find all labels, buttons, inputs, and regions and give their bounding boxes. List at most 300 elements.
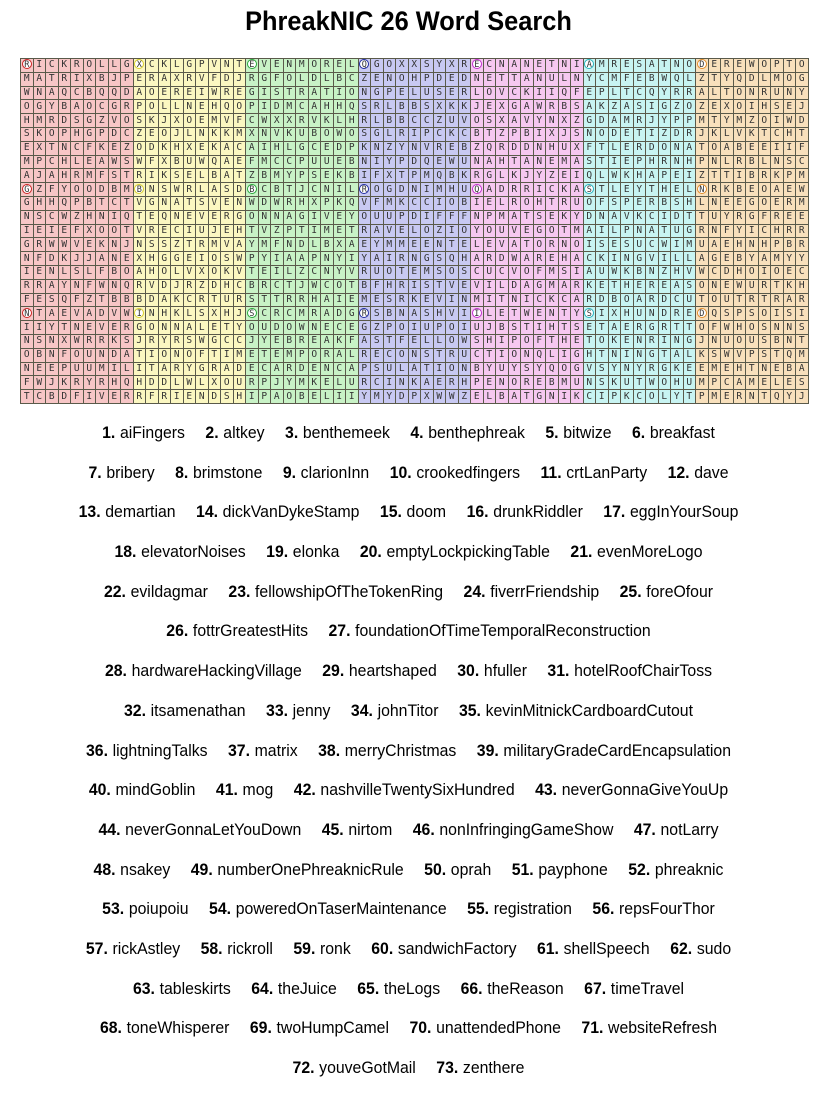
grid-cell[interactable]: N bbox=[621, 362, 634, 376]
grid-cell[interactable]: X bbox=[433, 100, 446, 114]
grid-cell[interactable] bbox=[246, 307, 259, 321]
grid-cell[interactable]: E bbox=[196, 114, 209, 128]
grid-cell[interactable]: D bbox=[146, 376, 159, 390]
grid-cell[interactable]: F bbox=[71, 224, 84, 238]
grid-cell[interactable]: S bbox=[783, 307, 796, 321]
grid-cell[interactable]: H bbox=[671, 376, 684, 390]
grid-cell[interactable]: A bbox=[508, 114, 521, 128]
grid-cell[interactable]: B bbox=[646, 72, 659, 86]
grid-cell[interactable]: U bbox=[233, 376, 246, 390]
grid-cell[interactable]: T bbox=[696, 210, 709, 224]
grid-cell[interactable]: D bbox=[508, 141, 521, 155]
grid-cell[interactable]: N bbox=[708, 155, 721, 169]
grid-cell[interactable]: S bbox=[671, 196, 684, 210]
grid-cell[interactable]: M bbox=[271, 169, 284, 183]
grid-cell[interactable]: F bbox=[146, 390, 159, 404]
grid-cell[interactable]: U bbox=[633, 307, 646, 321]
grid-cell[interactable]: H bbox=[783, 127, 796, 141]
grid-cell[interactable]: S bbox=[583, 155, 596, 169]
grid-cell[interactable]: R bbox=[308, 307, 321, 321]
grid-cell[interactable]: W bbox=[308, 279, 321, 293]
grid-cell[interactable]: O bbox=[521, 265, 534, 279]
grid-cell[interactable]: W bbox=[721, 321, 734, 335]
grid-cell[interactable]: P bbox=[608, 390, 621, 404]
grid-cell[interactable]: M bbox=[558, 155, 571, 169]
grid-cell[interactable]: U bbox=[471, 321, 484, 335]
grid-cell[interactable]: Z bbox=[171, 238, 184, 252]
grid-cell[interactable]: A bbox=[121, 348, 134, 362]
grid-cell[interactable]: P bbox=[683, 114, 696, 128]
grid-cell[interactable]: T bbox=[183, 196, 196, 210]
grid-cell[interactable]: B bbox=[408, 100, 421, 114]
grid-cell[interactable]: K bbox=[333, 169, 346, 183]
grid-cell[interactable]: H bbox=[21, 114, 34, 128]
grid-cell[interactable]: F bbox=[71, 390, 84, 404]
grid-cell[interactable]: N bbox=[396, 376, 409, 390]
grid-cell[interactable]: A bbox=[21, 169, 34, 183]
grid-cell[interactable]: K bbox=[58, 376, 71, 390]
grid-cell[interactable]: L bbox=[496, 279, 509, 293]
grid-cell[interactable]: L bbox=[83, 265, 96, 279]
grid-cell[interactable]: R bbox=[646, 334, 659, 348]
grid-cell[interactable]: H bbox=[333, 100, 346, 114]
grid-cell[interactable]: J bbox=[233, 72, 246, 86]
grid-cell[interactable]: E bbox=[21, 141, 34, 155]
grid-cell[interactable]: A bbox=[96, 155, 109, 169]
grid-cell[interactable]: O bbox=[758, 307, 771, 321]
grid-cell[interactable]: O bbox=[758, 196, 771, 210]
grid-cell[interactable]: H bbox=[221, 279, 234, 293]
grid-cell[interactable]: J bbox=[696, 127, 709, 141]
grid-cell[interactable]: T bbox=[596, 155, 609, 169]
grid-cell[interactable]: M bbox=[546, 279, 559, 293]
grid-cell[interactable]: Y bbox=[721, 114, 734, 128]
grid-cell[interactable]: L bbox=[608, 224, 621, 238]
grid-cell[interactable]: P bbox=[596, 86, 609, 100]
grid-cell[interactable]: I bbox=[33, 321, 46, 335]
grid-cell[interactable]: O bbox=[358, 210, 371, 224]
grid-cell[interactable]: R bbox=[358, 348, 371, 362]
grid-cell[interactable]: C bbox=[71, 86, 84, 100]
grid-cell[interactable]: R bbox=[758, 86, 771, 100]
grid-cell[interactable]: N bbox=[533, 141, 546, 155]
grid-cell[interactable]: H bbox=[671, 265, 684, 279]
grid-cell[interactable]: G bbox=[296, 141, 309, 155]
grid-cell[interactable]: A bbox=[508, 238, 521, 252]
grid-cell[interactable]: A bbox=[46, 307, 59, 321]
grid-cell[interactable]: R bbox=[358, 376, 371, 390]
grid-cell[interactable]: C bbox=[183, 293, 196, 307]
grid-cell[interactable]: I bbox=[271, 265, 284, 279]
grid-cell[interactable]: B bbox=[296, 390, 309, 404]
grid-cell[interactable]: I bbox=[483, 293, 496, 307]
grid-cell[interactable]: E bbox=[621, 155, 634, 169]
grid-cell[interactable]: N bbox=[496, 376, 509, 390]
grid-cell[interactable]: I bbox=[471, 196, 484, 210]
grid-cell[interactable]: M bbox=[83, 169, 96, 183]
grid-cell[interactable]: J bbox=[271, 376, 284, 390]
grid-cell[interactable]: Q bbox=[96, 86, 109, 100]
grid-cell[interactable]: J bbox=[696, 334, 709, 348]
grid-cell[interactable]: V bbox=[221, 238, 234, 252]
grid-cell[interactable]: U bbox=[83, 362, 96, 376]
grid-cell[interactable]: R bbox=[146, 224, 159, 238]
grid-cell[interactable]: L bbox=[608, 183, 621, 197]
grid-cell[interactable]: E bbox=[471, 390, 484, 404]
grid-cell[interactable]: L bbox=[683, 72, 696, 86]
grid-cell[interactable]: H bbox=[458, 252, 471, 266]
grid-cell[interactable]: C bbox=[121, 127, 134, 141]
grid-cell[interactable]: E bbox=[683, 362, 696, 376]
grid-cell[interactable]: S bbox=[433, 86, 446, 100]
grid-cell[interactable]: A bbox=[221, 141, 234, 155]
grid-cell[interactable]: Q bbox=[671, 72, 684, 86]
grid-cell[interactable]: S bbox=[146, 238, 159, 252]
grid-cell[interactable]: O bbox=[383, 59, 396, 73]
grid-cell[interactable]: C bbox=[333, 321, 346, 335]
grid-cell[interactable]: U bbox=[683, 293, 696, 307]
grid-cell[interactable]: E bbox=[483, 196, 496, 210]
grid-cell[interactable]: W bbox=[183, 376, 196, 390]
grid-cell[interactable]: G bbox=[746, 196, 759, 210]
grid-cell[interactable]: N bbox=[396, 307, 409, 321]
grid-cell[interactable]: N bbox=[633, 224, 646, 238]
grid-cell[interactable]: T bbox=[683, 321, 696, 335]
grid-cell[interactable]: D bbox=[508, 279, 521, 293]
grid-cell[interactable]: N bbox=[408, 348, 421, 362]
grid-cell[interactable] bbox=[21, 183, 34, 197]
grid-cell[interactable]: V bbox=[196, 210, 209, 224]
grid-cell[interactable]: O bbox=[158, 127, 171, 141]
grid-cell[interactable]: Z bbox=[33, 183, 46, 197]
grid-cell[interactable]: H bbox=[733, 265, 746, 279]
grid-cell[interactable]: H bbox=[446, 183, 459, 197]
grid-cell[interactable]: C bbox=[646, 210, 659, 224]
grid-cell[interactable]: I bbox=[271, 252, 284, 266]
grid-cell[interactable]: K bbox=[333, 196, 346, 210]
grid-cell[interactable]: R bbox=[733, 390, 746, 404]
grid-cell[interactable]: Y bbox=[658, 114, 671, 128]
grid-cell[interactable]: I bbox=[658, 252, 671, 266]
grid-cell[interactable]: V bbox=[258, 59, 271, 73]
grid-cell[interactable]: K bbox=[571, 390, 584, 404]
grid-cell[interactable]: R bbox=[583, 293, 596, 307]
grid-cell[interactable]: F bbox=[371, 169, 384, 183]
grid-cell[interactable]: W bbox=[258, 114, 271, 128]
grid-cell[interactable]: I bbox=[308, 224, 321, 238]
grid-cell[interactable]: A bbox=[733, 376, 746, 390]
grid-cell[interactable]: H bbox=[58, 155, 71, 169]
grid-cell[interactable]: T bbox=[546, 59, 559, 73]
grid-cell[interactable]: G bbox=[208, 334, 221, 348]
grid-cell[interactable]: Y bbox=[58, 279, 71, 293]
grid-cell[interactable]: Y bbox=[733, 224, 746, 238]
grid-cell[interactable]: G bbox=[796, 72, 809, 86]
grid-cell[interactable]: R bbox=[471, 169, 484, 183]
grid-cell[interactable]: M bbox=[383, 238, 396, 252]
grid-cell[interactable]: E bbox=[721, 252, 734, 266]
grid-cell[interactable]: I bbox=[408, 321, 421, 335]
grid-cell[interactable]: P bbox=[508, 334, 521, 348]
grid-cell[interactable]: L bbox=[596, 169, 609, 183]
grid-cell[interactable]: W bbox=[58, 210, 71, 224]
grid-cell[interactable]: O bbox=[696, 321, 709, 335]
grid-cell[interactable]: E bbox=[746, 141, 759, 155]
grid-cell[interactable]: N bbox=[171, 321, 184, 335]
grid-cell[interactable]: A bbox=[283, 252, 296, 266]
grid-cell[interactable]: I bbox=[433, 362, 446, 376]
grid-cell[interactable]: E bbox=[771, 362, 784, 376]
grid-cell[interactable]: W bbox=[196, 155, 209, 169]
grid-cell[interactable]: I bbox=[433, 196, 446, 210]
grid-cell[interactable]: M bbox=[21, 72, 34, 86]
grid-cell[interactable]: T bbox=[596, 141, 609, 155]
grid-cell[interactable]: C bbox=[508, 86, 521, 100]
grid-cell[interactable]: I bbox=[621, 348, 634, 362]
grid-cell[interactable]: K bbox=[621, 169, 634, 183]
grid-cell[interactable]: R bbox=[183, 183, 196, 197]
grid-cell[interactable]: I bbox=[221, 348, 234, 362]
grid-cell[interactable]: B bbox=[83, 86, 96, 100]
grid-cell[interactable]: N bbox=[458, 293, 471, 307]
grid-cell[interactable]: B bbox=[33, 348, 46, 362]
grid-cell[interactable]: N bbox=[171, 210, 184, 224]
grid-cell[interactable]: H bbox=[308, 293, 321, 307]
grid-cell[interactable]: P bbox=[33, 155, 46, 169]
grid-cell[interactable]: G bbox=[633, 252, 646, 266]
grid-cell[interactable]: X bbox=[183, 141, 196, 155]
grid-cell[interactable]: F bbox=[371, 196, 384, 210]
grid-cell[interactable]: J bbox=[208, 224, 221, 238]
grid-cell[interactable]: J bbox=[171, 127, 184, 141]
grid-cell[interactable]: A bbox=[671, 348, 684, 362]
grid-cell[interactable]: F bbox=[246, 155, 259, 169]
grid-cell[interactable]: Y bbox=[571, 307, 584, 321]
grid-cell[interactable]: S bbox=[71, 265, 84, 279]
grid-cell[interactable]: N bbox=[21, 252, 34, 266]
grid-cell[interactable]: A bbox=[583, 265, 596, 279]
grid-cell[interactable]: O bbox=[183, 114, 196, 128]
grid-cell[interactable]: V bbox=[421, 141, 434, 155]
grid-cell[interactable]: O bbox=[83, 183, 96, 197]
grid-cell[interactable]: T bbox=[721, 86, 734, 100]
grid-cell[interactable]: C bbox=[533, 293, 546, 307]
grid-cell[interactable]: U bbox=[183, 155, 196, 169]
grid-cell[interactable]: N bbox=[21, 210, 34, 224]
grid-cell[interactable]: S bbox=[158, 183, 171, 197]
grid-cell[interactable]: T bbox=[708, 72, 721, 86]
grid-cell[interactable]: O bbox=[758, 183, 771, 197]
grid-cell[interactable]: A bbox=[708, 238, 721, 252]
grid-cell[interactable]: N bbox=[496, 59, 509, 73]
grid-cell[interactable]: I bbox=[683, 169, 696, 183]
grid-cell[interactable]: S bbox=[371, 334, 384, 348]
grid-cell[interactable]: S bbox=[383, 293, 396, 307]
grid-cell[interactable]: H bbox=[33, 196, 46, 210]
grid-cell[interactable]: C bbox=[433, 127, 446, 141]
grid-cell[interactable]: F bbox=[33, 252, 46, 266]
grid-cell[interactable]: B bbox=[208, 169, 221, 183]
grid-cell[interactable]: T bbox=[496, 293, 509, 307]
grid-cell[interactable]: R bbox=[233, 293, 246, 307]
grid-cell[interactable]: E bbox=[596, 279, 609, 293]
grid-cell[interactable]: I bbox=[21, 321, 34, 335]
grid-cell[interactable]: U bbox=[571, 376, 584, 390]
grid-cell[interactable]: R bbox=[121, 390, 134, 404]
grid-cell[interactable]: O bbox=[508, 348, 521, 362]
grid-cell[interactable]: L bbox=[708, 86, 721, 100]
grid-cell[interactable]: N bbox=[108, 238, 121, 252]
grid-cell[interactable]: A bbox=[758, 252, 771, 266]
grid-cell[interactable]: A bbox=[696, 86, 709, 100]
grid-cell[interactable]: I bbox=[771, 307, 784, 321]
grid-cell[interactable]: A bbox=[583, 100, 596, 114]
grid-cell[interactable]: L bbox=[696, 196, 709, 210]
grid-cell[interactable]: T bbox=[596, 348, 609, 362]
grid-cell[interactable] bbox=[583, 59, 596, 73]
grid-cell[interactable]: I bbox=[558, 390, 571, 404]
grid-cell[interactable]: P bbox=[321, 196, 334, 210]
grid-cell[interactable]: N bbox=[571, 72, 584, 86]
grid-cell[interactable]: O bbox=[233, 100, 246, 114]
grid-cell[interactable]: Y bbox=[471, 224, 484, 238]
grid-cell[interactable]: D bbox=[596, 114, 609, 128]
grid-cell[interactable] bbox=[471, 59, 484, 73]
grid-cell[interactable]: H bbox=[633, 169, 646, 183]
grid-cell[interactable]: D bbox=[146, 141, 159, 155]
grid-cell[interactable]: N bbox=[383, 72, 396, 86]
grid-cell[interactable] bbox=[358, 59, 371, 73]
grid-cell[interactable]: G bbox=[83, 127, 96, 141]
grid-cell[interactable]: Q bbox=[58, 86, 71, 100]
grid-cell[interactable]: O bbox=[446, 334, 459, 348]
grid-cell[interactable]: M bbox=[96, 362, 109, 376]
grid-cell[interactable]: E bbox=[783, 183, 796, 197]
grid-cell[interactable]: E bbox=[33, 224, 46, 238]
grid-cell[interactable]: R bbox=[33, 238, 46, 252]
grid-cell[interactable]: V bbox=[96, 321, 109, 335]
grid-cell[interactable]: A bbox=[346, 362, 359, 376]
grid-cell[interactable]: B bbox=[121, 293, 134, 307]
grid-cell[interactable]: O bbox=[383, 265, 396, 279]
grid-cell[interactable]: R bbox=[396, 127, 409, 141]
grid-cell[interactable]: O bbox=[146, 321, 159, 335]
grid-cell[interactable]: B bbox=[333, 72, 346, 86]
grid-cell[interactable]: H bbox=[558, 334, 571, 348]
grid-cell[interactable]: Z bbox=[96, 114, 109, 128]
grid-cell[interactable]: E bbox=[546, 210, 559, 224]
grid-cell[interactable]: C bbox=[458, 127, 471, 141]
grid-cell[interactable]: N bbox=[58, 141, 71, 155]
grid-cell[interactable]: E bbox=[346, 321, 359, 335]
grid-cell[interactable]: V bbox=[583, 362, 596, 376]
grid-cell[interactable]: V bbox=[108, 307, 121, 321]
grid-cell[interactable]: Q bbox=[558, 86, 571, 100]
grid-cell[interactable]: U bbox=[458, 348, 471, 362]
grid-cell[interactable]: J bbox=[46, 376, 59, 390]
grid-cell[interactable]: T bbox=[58, 321, 71, 335]
grid-cell[interactable]: D bbox=[333, 307, 346, 321]
grid-cell[interactable]: S bbox=[621, 238, 634, 252]
grid-cell[interactable]: G bbox=[571, 362, 584, 376]
grid-cell[interactable]: A bbox=[646, 224, 659, 238]
grid-cell[interactable]: T bbox=[396, 265, 409, 279]
grid-cell[interactable] bbox=[696, 307, 709, 321]
grid-cell[interactable]: I bbox=[46, 224, 59, 238]
grid-cell[interactable]: D bbox=[608, 127, 621, 141]
grid-cell[interactable]: I bbox=[421, 210, 434, 224]
grid-cell[interactable]: T bbox=[433, 348, 446, 362]
grid-cell[interactable]: F bbox=[346, 334, 359, 348]
grid-cell[interactable]: S bbox=[596, 376, 609, 390]
grid-cell[interactable]: R bbox=[133, 390, 146, 404]
grid-cell[interactable]: U bbox=[771, 86, 784, 100]
grid-cell[interactable]: R bbox=[71, 59, 84, 73]
grid-cell[interactable]: B bbox=[771, 334, 784, 348]
grid-cell[interactable]: T bbox=[596, 183, 609, 197]
grid-cell[interactable]: O bbox=[158, 348, 171, 362]
grid-cell[interactable]: O bbox=[133, 141, 146, 155]
grid-cell[interactable]: W bbox=[446, 155, 459, 169]
grid-cell[interactable]: B bbox=[383, 307, 396, 321]
grid-cell[interactable]: R bbox=[733, 155, 746, 169]
grid-cell[interactable]: F bbox=[271, 72, 284, 86]
grid-cell[interactable]: N bbox=[171, 348, 184, 362]
grid-cell[interactable]: L bbox=[608, 141, 621, 155]
grid-cell[interactable]: B bbox=[783, 362, 796, 376]
grid-cell[interactable]: S bbox=[421, 307, 434, 321]
grid-cell[interactable]: O bbox=[683, 100, 696, 114]
grid-cell[interactable]: H bbox=[346, 114, 359, 128]
grid-cell[interactable]: A bbox=[96, 252, 109, 266]
grid-cell[interactable]: E bbox=[208, 321, 221, 335]
grid-cell[interactable] bbox=[21, 307, 34, 321]
grid-cell[interactable]: G bbox=[646, 348, 659, 362]
grid-cell[interactable]: V bbox=[221, 114, 234, 128]
grid-cell[interactable]: H bbox=[408, 72, 421, 86]
grid-cell[interactable]: Y bbox=[633, 183, 646, 197]
grid-cell[interactable]: S bbox=[758, 348, 771, 362]
grid-cell[interactable]: S bbox=[771, 100, 784, 114]
grid-cell[interactable]: Q bbox=[108, 86, 121, 100]
grid-cell[interactable]: Y bbox=[258, 334, 271, 348]
grid-cell[interactable]: E bbox=[796, 210, 809, 224]
grid-cell[interactable]: P bbox=[746, 348, 759, 362]
grid-cell[interactable]: E bbox=[758, 141, 771, 155]
grid-cell[interactable]: A bbox=[783, 293, 796, 307]
grid-cell[interactable]: H bbox=[483, 334, 496, 348]
grid-cell[interactable]: R bbox=[646, 279, 659, 293]
grid-cell[interactable]: O bbox=[458, 224, 471, 238]
grid-cell[interactable]: Y bbox=[396, 141, 409, 155]
grid-cell[interactable]: M bbox=[258, 155, 271, 169]
grid-cell[interactable]: O bbox=[596, 127, 609, 141]
grid-cell[interactable]: I bbox=[533, 321, 546, 335]
grid-cell[interactable]: M bbox=[683, 238, 696, 252]
grid-cell[interactable]: J bbox=[471, 100, 484, 114]
grid-cell[interactable]: Y bbox=[333, 252, 346, 266]
grid-cell[interactable]: G bbox=[146, 196, 159, 210]
grid-cell[interactable]: E bbox=[183, 86, 196, 100]
grid-cell[interactable]: V bbox=[521, 114, 534, 128]
grid-cell[interactable]: R bbox=[171, 334, 184, 348]
grid-cell[interactable]: X bbox=[133, 252, 146, 266]
grid-cell[interactable]: T bbox=[608, 279, 621, 293]
grid-cell[interactable]: K bbox=[208, 141, 221, 155]
grid-cell[interactable]: J bbox=[483, 321, 496, 335]
grid-cell[interactable]: R bbox=[121, 321, 134, 335]
grid-cell[interactable] bbox=[583, 307, 596, 321]
